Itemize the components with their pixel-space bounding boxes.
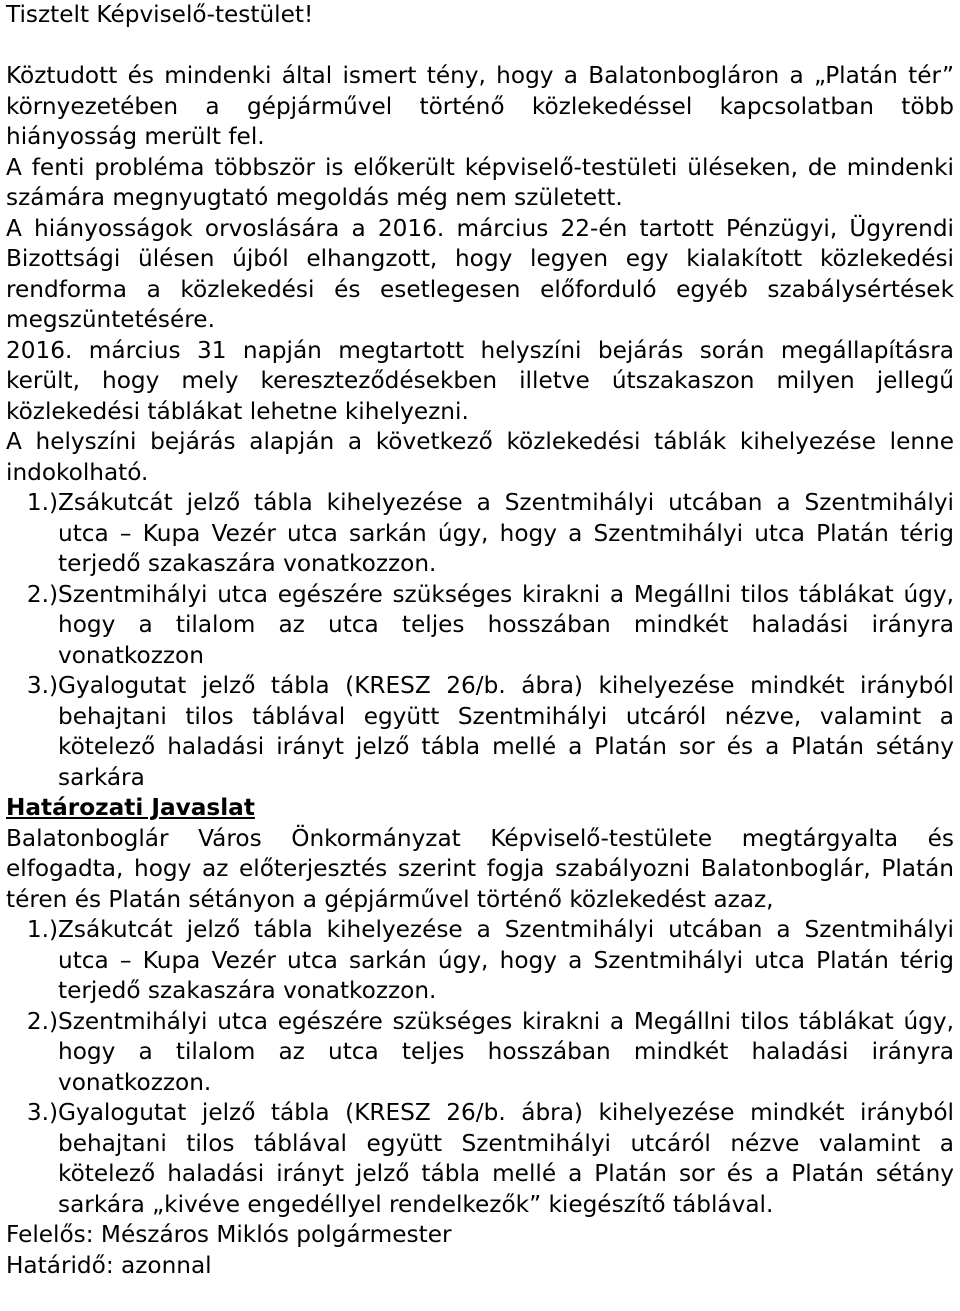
list-item-number: 2.) [26,1007,58,1035]
resolution-intro: Balatonboglár Város Önkormányzat Képviselő-testülete megtárgyalta és elfogadta, hogy az előterjesztés szerint fogja szabályozni Balatonboglár, Platán téren és Platán sétányon a gépjárművel történő közlekedést azaz, [6,824,954,913]
list-item-number: 3.) [26,1099,58,1126]
paragraph-signs-justified: A helyszíni bejárás alapján a következő közlekedési táblák kihelyezése lenne indokolható. [6,428,954,486]
paragraph-committee: A hiányosságok orvoslására a 2016. március 22-én tartott Pénzügyi, Ügyrendi Bizottsági ülésen újból elhangzott, hogy legyen egy kialakított közlekedési rendforma a közlekedési és esetlegesen előforduló egyéb szabálysértések megszüntetésére. [6,214,954,333]
list-item [6,580,954,672]
deadline: Határidő: azonnal [6,1251,212,1279]
list-item [6,488,954,580]
salutation: Tisztelt Képviselő-testület! [6,1,314,28]
list-item [6,1007,954,1099]
list-item-text: Zsákutcát jelző tábla kihelyezése a Szentmihályi utcában a Szentmihályi utca – Kupa Vezér utca sarkán úgy, hogy a Szentmihályi utca Platán térig terjedő szakaszára vonatkozzon. [58,916,954,1004]
paragraph-problem: A fenti probléma többször is előkerült képviselő-testületi üléseken, de mindenki számára megnyugtató megoldás még nem született. [6,153,954,211]
list-item-text: Gyalogutat jelző tábla (KRESZ 26/b. ábra) kihelyezése mindkét irányból behajtani tilos táblával együtt Szentmihályi utcáról nézve valamint a kötelező haladási irányt jelző tábla mellé a Platán sor és a Platán sétány sarkára „kivéve engedéllyel rendelkezők” kiegészítő táblával. [58,1099,954,1218]
proposed-signs-list [6,488,954,793]
paragraph-intro: Köztudott és mindenki által ismert tény, hogy a Balatonbogláron a „Platán tér” környezetében a gépjárművel történő közlekedéssel kapcsolatban több hiányosság merült fel. [6,62,954,150]
list-item-text: Gyalogutat jelző tábla (KRESZ 26/b. ábra) kihelyezése mindkét irányból behajtani tilos táblával együtt Szentmihályi utcáról nézve, valamint a kötelező haladási irányt jelző tábla mellé a Platán sor és a Platán sétány sarkára [58,672,954,791]
resolution-list [6,915,954,1220]
list-item-text: Zsákutcát jelző tábla kihelyezése a Szentmihályi utcában a Szentmihályi utca – Kupa Vezér utca sarkán úgy, hogy a Szentmihályi utca Platán térig terjedő szakaszára vonatkozzon. [58,489,954,577]
paragraph-site-visit: 2016. március 31 napján megtartott helyszíni bejárás során megállapításra került, hogy mely kereszteződésekben illetve útszakaszon milyen jellegű közlekedési táblákat lehetne kihelyezni. [6,336,954,425]
list-item-text: Szentmihályi utca egészére szükséges kirakni a Megállni tilos táblákat úgy, hogy a tilalom az utca teljes hosszában mindkét haladási irányra vonatkozzon. [58,1007,954,1096]
list-item-number: 1.) [26,916,58,943]
list-item-text: Szentmihályi utca egészére szükséges kirakni a Megállni tilos táblákat úgy, hogy a tilalom az utca teljes hosszában mindkét haladási irányra vonatkozzon [58,580,954,669]
list-item [6,671,954,793]
list-item-number: 2.) [26,580,58,608]
list-item-number: 1.) [26,489,58,516]
list-item-number: 3.) [26,672,58,699]
blank-line [6,31,954,62]
resolution-heading: Határozati Javaslat [6,794,255,821]
responsible-person: Felelős: Mészáros Miklós polgármester [6,1221,452,1248]
list-item [6,915,954,1007]
list-item [6,1098,954,1220]
